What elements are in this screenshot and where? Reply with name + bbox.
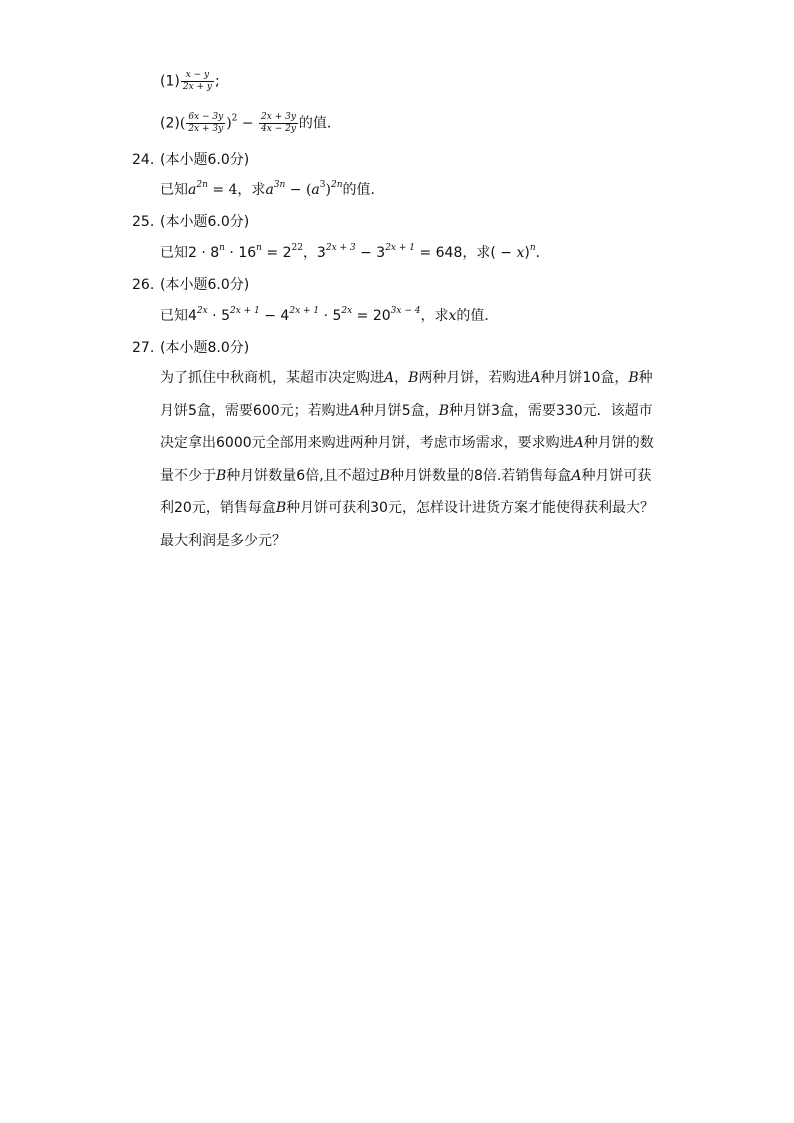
q24-number: 24. [132, 152, 155, 168]
q25-body: 已知$2 \cdot 8^n \cdot 16^n = 2^{22}$，$3^{2x + 3} - 3^{2x + 1} = 648$，求( − x)$^n$． [160, 243, 550, 261]
q23-part1-fraction: $\frac{x - y}{2x + y}$ [182, 70, 212, 92]
q24-header: (本小题6.0分) [160, 152, 250, 168]
q26-body: 已知$4^{2x} \cdot 5^{2x + 1} - 4^{2x + 1} \cdot 5^{2x} = 20^{3x - 4}$，求x的值． [160, 306, 499, 324]
q25-header: (本小题6.0分) [160, 214, 250, 230]
q23-part2-fraction-1: $\frac{6x - 3y}{2x + 3y}$ [188, 112, 224, 134]
q26-header: (本小题6.0分) [160, 277, 250, 293]
q24-body: 已知$a^{2n} = 4$，求$a^{3n} - (a^3)^{2n}$的值． [160, 180, 385, 198]
q23-part2-fraction-2: $\frac{2x + 3y}{4x - 2y}$ [261, 112, 296, 134]
q27-number: 27. [132, 340, 155, 356]
q23-part2: (2)( $\frac{6x - 3y}{2x + 3y}$ )$^2$ − $\frac{2x + 3y}{4x - 2y}$ 的值． [160, 112, 341, 134]
q27-header: (本小题8.0分) [160, 340, 250, 356]
q23-part1-label: (1) [160, 73, 180, 90]
q25-number: 25. [132, 214, 155, 230]
q27-body: 为了抓住中秋商机，某超市决定购进A，B两种月饼，若购进A种月饼10盒，B种月饼5盒，需要600元；若购进A种月饼5盒，B种月饼3盒，需要330元．该超市决定拿出6000元全部用来购进两种月饼，考虑市场需求，要求购进A种月饼的数量不少于B种月饼数量6倍,且不超过B种月饼数量的8倍.若销售每盒A种月饼可获利20元，销售每盒B种月饼可获利30元，怎样设计进货方案才能使得获利最大？最大利润是多少元？ [160, 370, 654, 549]
q23-part1: (1) $\frac{x - y}{2x + y}$ ; [160, 70, 220, 92]
q23-part2-label: (2) [160, 115, 180, 132]
q26-number: 26. [132, 277, 155, 293]
